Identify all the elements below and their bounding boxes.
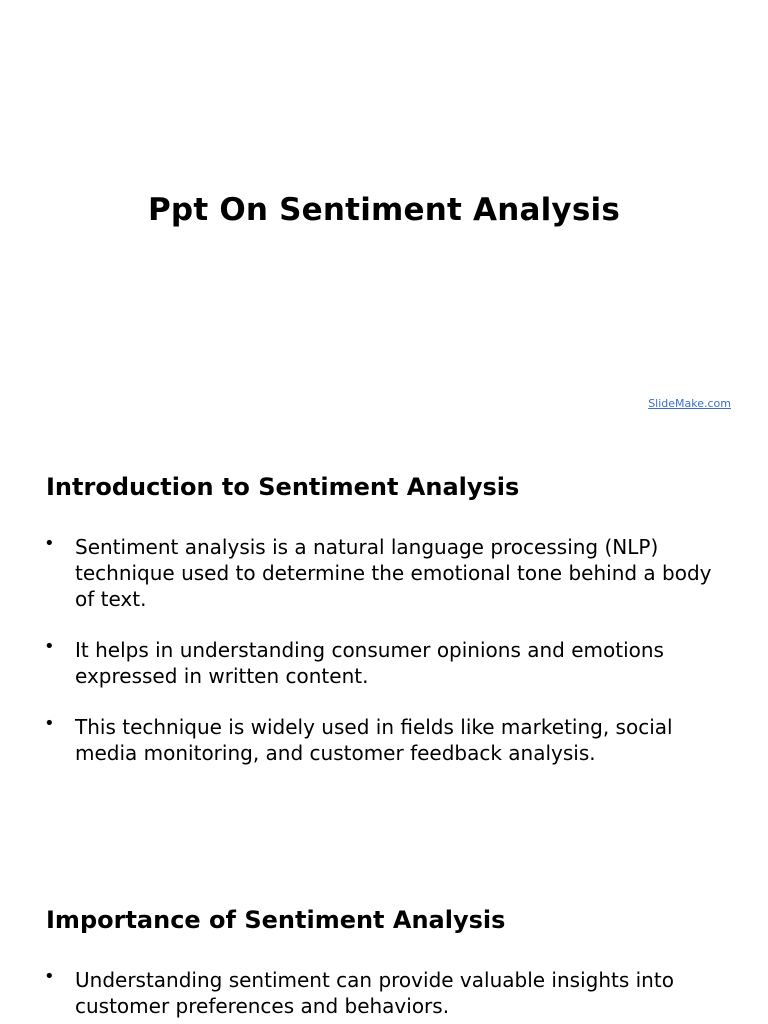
importance-bullet-list [0,967,768,1019]
slidemake-link[interactable]: SlideMake.com [648,397,731,410]
list-item [0,534,768,612]
section-heading-importance: Importance of Sentiment Analysis [46,906,506,934]
bullet-text: Understanding sentiment can provide valuable insights into customer preferences and behaviors. [75,968,674,1018]
bullet-text: Sentiment analysis is a natural language processing (NLP) technique used to determine the emotional tone behind a body of text. [75,535,712,611]
slide-title: Ppt On Sentiment Analysis [148,192,620,228]
introduction-bullet-list [0,534,768,766]
section-heading-introduction: Introduction to Sentiment Analysis [46,473,520,501]
bullet-text: It helps in understanding consumer opinions and emotions expressed in written content. [75,638,664,688]
bullet-icon: • [44,713,55,734]
bullet-icon: • [44,966,55,987]
list-item [0,967,768,1019]
bullet-icon: • [44,533,55,554]
bullet-text: This technique is widely used in fields like marketing, social media monitoring, and customer feedback analysis. [75,715,673,765]
list-item [0,637,768,689]
list-item [0,714,768,766]
bullet-icon: • [44,636,55,657]
